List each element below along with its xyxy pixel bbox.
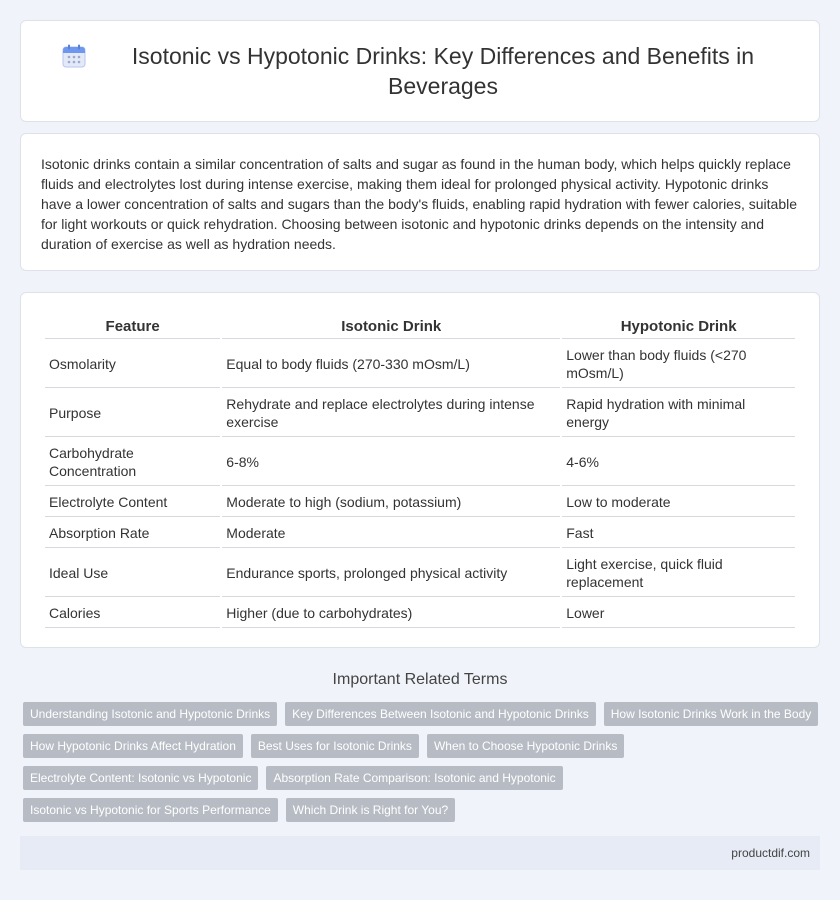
- row-isotonic: 6-8%: [222, 439, 560, 486]
- related-term-link[interactable]: When to Choose Hypotonic Drinks: [427, 734, 624, 758]
- row-hypotonic: Fast: [562, 519, 795, 548]
- table-row: [45, 488, 795, 517]
- row-feature: Carbohydrate Concentration: [45, 439, 220, 486]
- row-hypotonic: Lower: [562, 599, 795, 628]
- header-card: [20, 20, 820, 122]
- footer-bar: [20, 836, 820, 870]
- row-feature: Ideal Use: [45, 550, 220, 597]
- row-isotonic: Moderate to high (sodium, potassium): [222, 488, 560, 517]
- row-feature: Calories: [45, 599, 220, 628]
- header-isotonic: Isotonic Drink: [222, 315, 560, 339]
- footer-site-name: productdif.com: [731, 846, 810, 860]
- table-row: [45, 599, 795, 628]
- row-isotonic: Endurance sports, prolonged physical activity: [222, 550, 560, 597]
- row-isotonic: Higher (due to carbohydrates): [222, 599, 560, 628]
- row-feature: Absorption Rate: [45, 519, 220, 548]
- table-header-row: [45, 315, 795, 339]
- comparison-table: [43, 313, 797, 630]
- related-term-link[interactable]: Best Uses for Isotonic Drinks: [251, 734, 419, 758]
- calendar-icon: [61, 43, 87, 69]
- related-term-link[interactable]: Electrolyte Content: Isotonic vs Hypotonic: [23, 766, 258, 790]
- table-row: [45, 341, 795, 388]
- intro-card: [20, 133, 820, 271]
- row-feature: Purpose: [45, 390, 220, 437]
- page-title: Isotonic vs Hypotonic Drinks: Key Differences and Benefits in Beverages: [131, 43, 755, 99]
- comparison-table-card: [20, 292, 820, 648]
- related-term-link[interactable]: How Hypotonic Drinks Affect Hydration: [23, 734, 243, 758]
- related-term-link[interactable]: How Isotonic Drinks Work in the Body: [604, 702, 819, 726]
- related-term-link[interactable]: Key Differences Between Isotonic and Hypotonic Drinks: [285, 702, 596, 726]
- title-wrap: [61, 41, 779, 101]
- related-terms-title: Important Related Terms: [332, 671, 508, 688]
- row-hypotonic: Lower than body fluids (<270 mOsm/L): [562, 341, 795, 388]
- table-row: [45, 390, 795, 437]
- header-feature: Feature: [45, 315, 220, 339]
- related-term-link[interactable]: Understanding Isotonic and Hypotonic Drinks: [23, 702, 277, 726]
- row-hypotonic: Light exercise, quick fluid replacement: [562, 550, 795, 597]
- row-hypotonic: 4-6%: [562, 439, 795, 486]
- row-feature: Osmolarity: [45, 341, 220, 388]
- header-hypotonic: Hypotonic Drink: [562, 315, 795, 339]
- row-isotonic: Moderate: [222, 519, 560, 548]
- related-terms-list: [23, 702, 820, 822]
- row-isotonic: Rehydrate and replace electrolytes during intense exercise: [222, 390, 560, 437]
- row-hypotonic: Rapid hydration with minimal energy: [562, 390, 795, 437]
- row-feature: Electrolyte Content: [45, 488, 220, 517]
- intro-paragraph: Isotonic drinks contain a similar concentration of salts and sugar as found in the human body, which helps quickly replace fluids and electrolytes lost during intense exercise, making them ideal for prolonged physical activity. Hypotonic drinks have a lower concentration of salts and sugars than the body's fluids, enabling rapid hydration with fewer calories, suitable for light workouts or quick rehydration. Choosing between isotonic and hypotonic drinks depends on the intensity and duration of exercise as well as hydration needs.: [41, 156, 797, 252]
- table-row: [45, 519, 795, 548]
- related-term-link[interactable]: Absorption Rate Comparison: Isotonic and Hypotonic: [266, 766, 562, 790]
- table-row: [45, 550, 795, 597]
- related-term-link[interactable]: Isotonic vs Hypotonic for Sports Performance: [23, 798, 278, 822]
- table-row: [45, 439, 795, 486]
- row-isotonic: Equal to body fluids (270-330 mOsm/L): [222, 341, 560, 388]
- related-term-link[interactable]: Which Drink is Right for You?: [286, 798, 455, 822]
- row-hypotonic: Low to moderate: [562, 488, 795, 517]
